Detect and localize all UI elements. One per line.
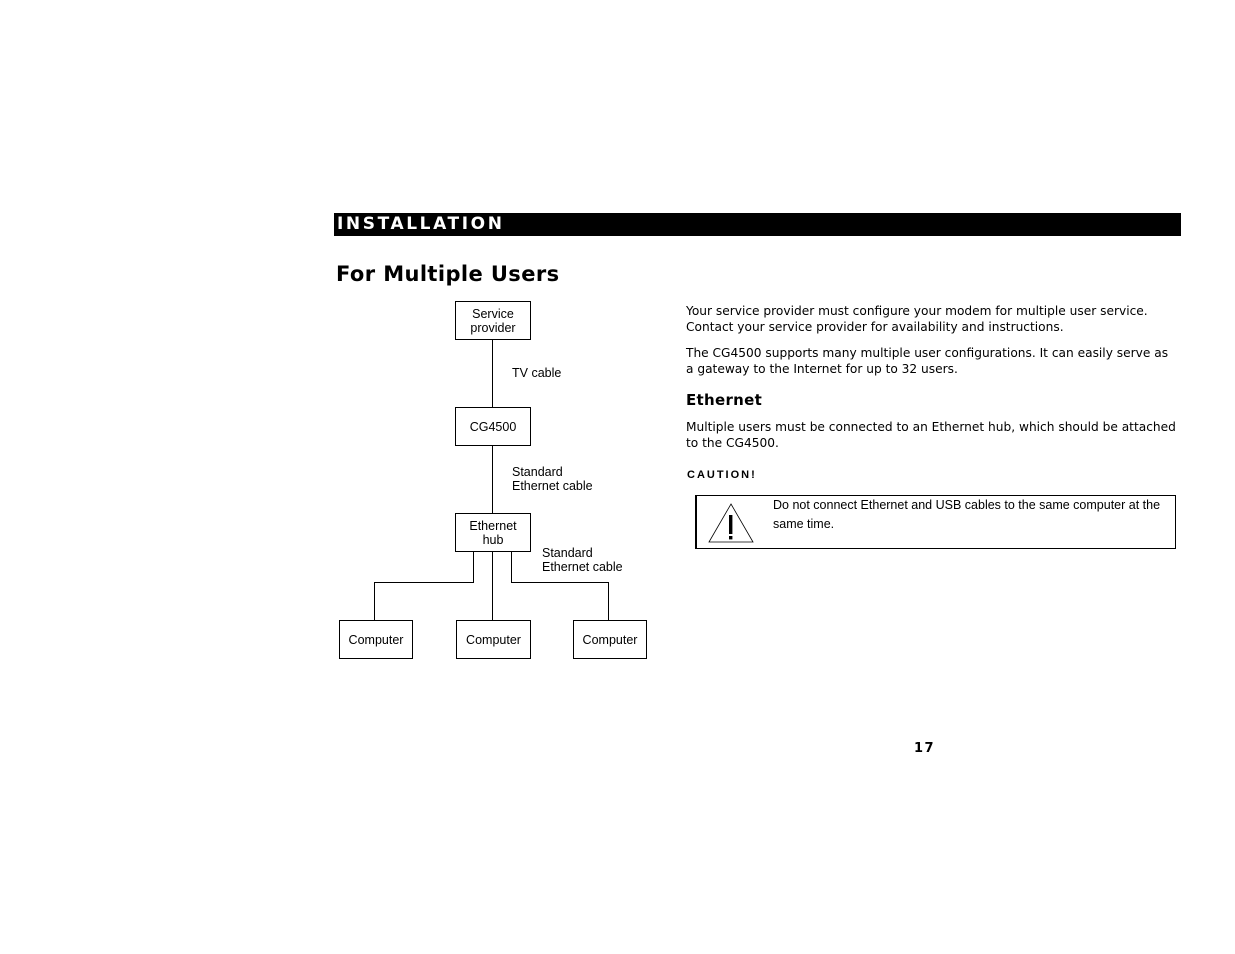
hub-right-drop bbox=[511, 551, 512, 583]
caution-box bbox=[695, 495, 1176, 549]
ethernet-cable-label-upper: Standard Ethernet cable bbox=[512, 465, 593, 493]
left-branch-line bbox=[374, 582, 474, 583]
ethernet-paragraph: Multiple users must be connected to an Ethernet hub, which should be attached to the CG4500. bbox=[686, 420, 1176, 451]
tv-cable-label: TV cable bbox=[512, 366, 562, 380]
hub-left-drop bbox=[473, 551, 474, 583]
page-title: For Multiple Users bbox=[336, 262, 560, 286]
intro-paragraph: Your service provider must configure your modem for multiple user service. Contact your service provider for availability and instructions. bbox=[686, 304, 1148, 335]
configurations-paragraph: The CG4500 supports many multiple user configurations. It can easily serve as a gateway to the Internet for up to 32 users. bbox=[686, 346, 1169, 377]
right-branch-line bbox=[511, 582, 609, 583]
cg4500-modem-box: CG4500 bbox=[455, 407, 531, 446]
tv-cable-line bbox=[492, 339, 493, 407]
ethernet-heading: Ethernet bbox=[686, 391, 763, 409]
page-number: 17 bbox=[914, 741, 936, 756]
caution-text: Do not connect Ethernet and USB cables to the same computer at the same time. bbox=[773, 498, 1161, 531]
computer-box-right: Computer bbox=[573, 620, 647, 659]
ethernet-hub-box: Ethernet hub bbox=[455, 513, 531, 552]
left-computer-line bbox=[374, 582, 375, 620]
hub-center-line bbox=[492, 551, 493, 620]
service-provider-box: Service provider bbox=[455, 301, 531, 340]
computer-box-left: Computer bbox=[339, 620, 413, 659]
ethernet-cable-label-lower: Standard Ethernet cable bbox=[542, 546, 623, 574]
section-header-bar: INSTALLATION bbox=[334, 213, 1181, 236]
right-computer-line bbox=[608, 582, 609, 620]
modem-hub-line bbox=[492, 445, 493, 513]
caution-label: CAUTION! bbox=[687, 469, 757, 481]
warning-triangle-icon bbox=[707, 502, 755, 544]
computer-box-center: Computer bbox=[456, 620, 531, 659]
